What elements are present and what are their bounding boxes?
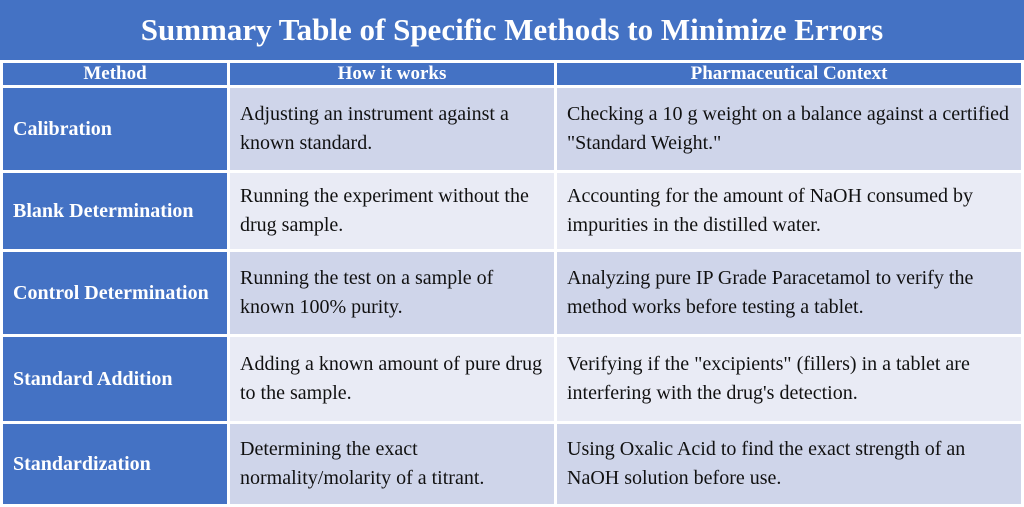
how-it-works-cell: Adjusting an instrument against a known standard.	[230, 88, 554, 170]
method-cell: Calibration	[3, 88, 227, 170]
context-cell: Analyzing pure IP Grade Paracetamol to verify the method works before testing a tablet.	[557, 252, 1021, 334]
method-cell: Standardization	[3, 424, 227, 504]
how-it-works-cell: Running the test on a sample of known 100% purity.	[230, 252, 554, 334]
how-it-works-cell: Adding a known amount of pure drug to the sample.	[230, 337, 554, 421]
context-cell: Using Oxalic Acid to find the exact strength of an NaOH solution before use.	[557, 424, 1021, 504]
context-cell: Verifying if the "excipients" (fillers) in a tablet are interfering with the drug's detection.	[557, 337, 1021, 421]
table-row	[3, 337, 1021, 421]
context-cell: Checking a 10 g weight on a balance against a certified "Standard Weight."	[557, 88, 1021, 170]
column-header-method: Method	[3, 63, 227, 85]
table-row	[3, 252, 1021, 334]
method-cell: Blank Determination	[3, 173, 227, 249]
summary-table	[0, 60, 1024, 507]
page-title: Summary Table of Specific Methods to Minimize Errors	[0, 0, 1024, 60]
method-cell: Standard Addition	[3, 337, 227, 421]
table-row	[3, 88, 1021, 170]
how-it-works-cell: Determining the exact normality/molarity of a titrant.	[230, 424, 554, 504]
table-row	[3, 173, 1021, 249]
table-header-row	[3, 63, 1021, 85]
context-cell: Accounting for the amount of NaOH consumed by impurities in the distilled water.	[557, 173, 1021, 249]
table-row	[3, 424, 1021, 504]
column-header-how-it-works: How it works	[230, 63, 554, 85]
method-cell: Control Determination	[3, 252, 227, 334]
how-it-works-cell: Running the experiment without the drug sample.	[230, 173, 554, 249]
column-header-pharmaceutical-context: Pharmaceutical Context	[557, 63, 1021, 85]
